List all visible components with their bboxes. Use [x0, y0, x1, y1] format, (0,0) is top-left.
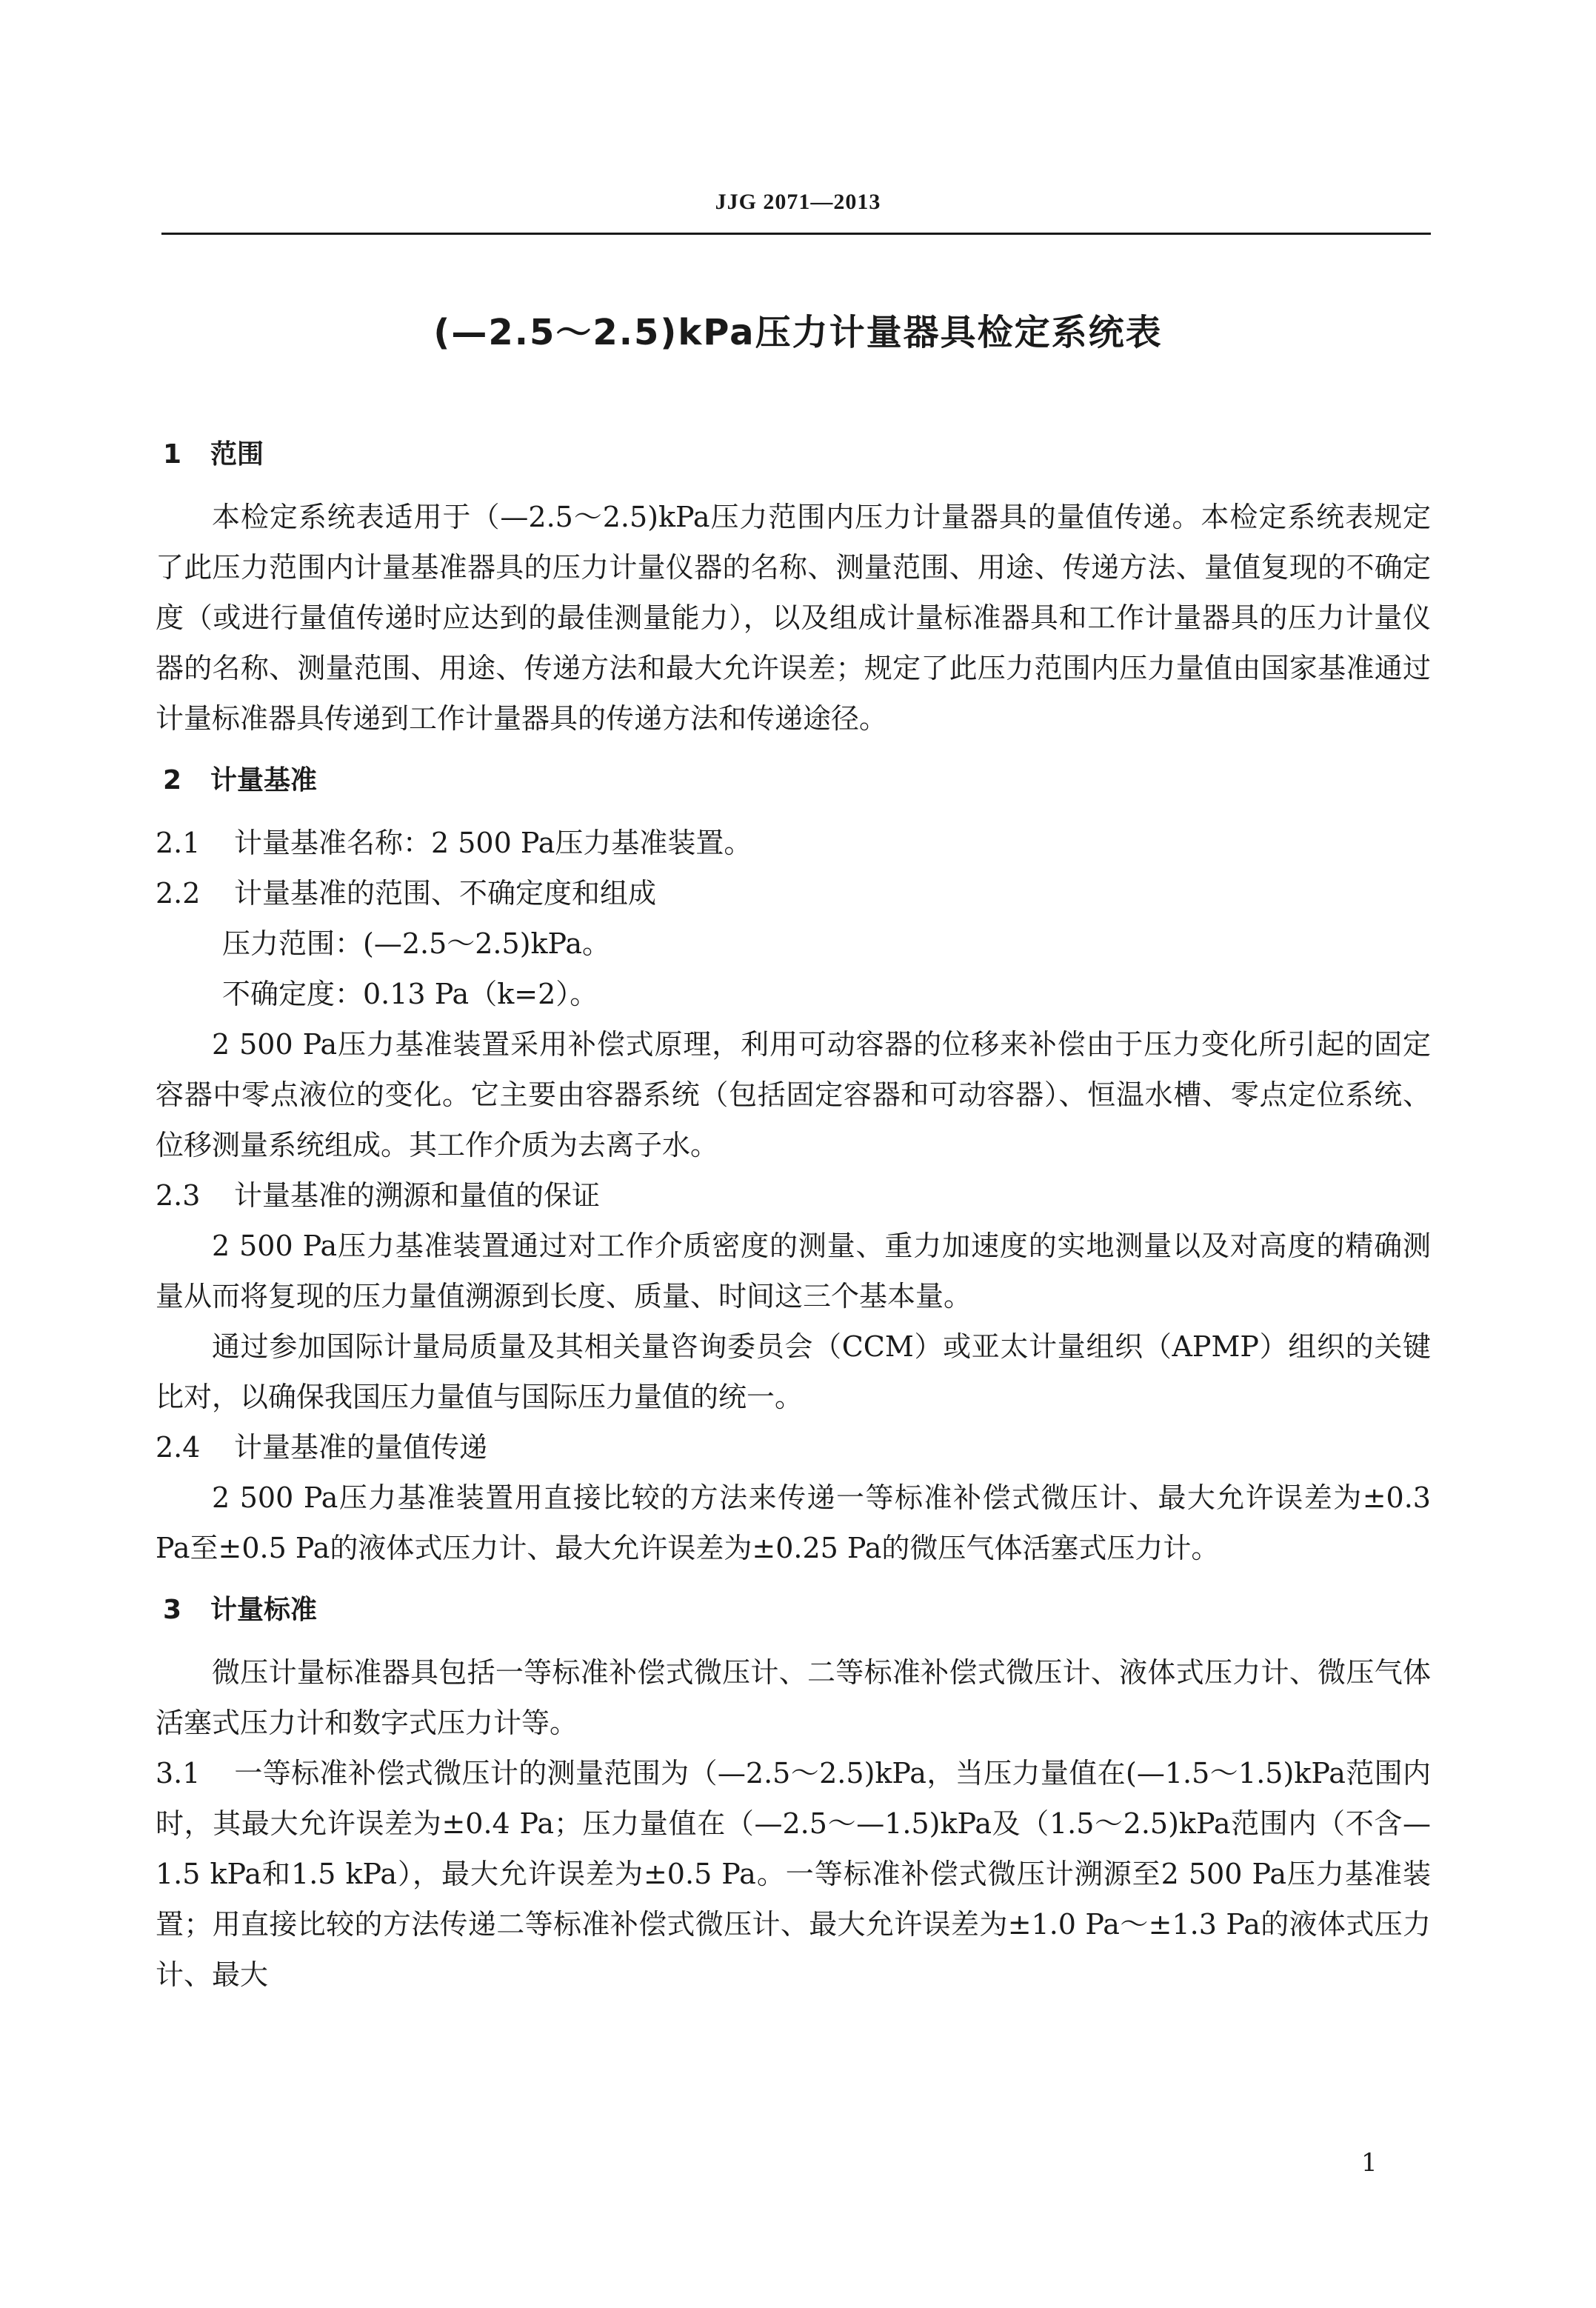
section-2-3-paragraph-2: 通过参加国际计量局质量及其相关量咨询委员会（CCM）或亚太计量组织（APMP）组织的关键比对，以确保我国压力量值与国际压力量值的统一。 [156, 1330, 1431, 1413]
subsection-2-1 [156, 818, 1431, 868]
document-body [156, 430, 1431, 2000]
subsection-2-3 [156, 1170, 1431, 1221]
section-3-heading [156, 1585, 1431, 1635]
subsection-number: 3.1 [156, 1757, 201, 1790]
section-2-2-paragraph: 2 500 Pa压力基准装置采用补偿式原理，利用可动容器的位移来补偿由于压力变化所引起的固定容器中零点液位的变化。它主要由容器系统（包括固定容器和可动容器）、恒温水槽、零点定位系统、位移测量系统组成。其工作介质为去离子水。 [156, 1028, 1431, 1161]
section-number: 3 [163, 1595, 182, 1625]
section-1-heading [156, 430, 1431, 480]
section-3-paragraph: 微压计量标准器具包括一等标准补偿式微压计、二等标准补偿式微压计、液体式压力计、微压气体活塞式压力计和数字式压力计等。 [156, 1656, 1431, 1739]
section-2-4-paragraph: 2 500 Pa压力基准装置用直接比较的方法来传递一等标准补偿式微压计、最大允许误差为±0.3 Pa至±0.5 Pa的液体式压力计、最大允许误差为±0.25 Pa的微压气体活塞式压力计。 [156, 1481, 1431, 1564]
page-number: 1 [1361, 2148, 1378, 2178]
subsection-text: 计量基准名称：2 500 Pa压力基准装置。 [234, 827, 752, 859]
subsection-2-2 [156, 868, 1431, 918]
section-2-heading [156, 756, 1431, 806]
uncertainty-line: 不确定度：0.13 Pa（k=2）。 [222, 978, 598, 1010]
subsection-number: 2.3 [156, 1179, 201, 1212]
subsection-number: 2.4 [156, 1431, 201, 1464]
header-divider [161, 233, 1431, 235]
subsection-number: 2.1 [156, 827, 201, 859]
subsection-text: 计量基准的量值传递 [234, 1431, 488, 1464]
document-title: (—2.5～2.5)kPa压力计量器具检定系统表 [433, 312, 1163, 353]
section-title: 计量标准 [210, 1595, 318, 1625]
section-title: 范围 [210, 439, 264, 470]
subsection-text: 计量基准的范围、不确定度和组成 [234, 877, 657, 910]
section-2-3-paragraph-1: 2 500 Pa压力基准装置通过对工作介质密度的测量、重力加速度的实地测量以及对高度的精确测量从而将复现的压力量值溯源到长度、质量、时间这三个基本量。 [156, 1230, 1431, 1313]
subsection-2-4 [156, 1422, 1431, 1472]
subsection-text: 一等标准补偿式微压计的测量范围为（—2.5～2.5)kPa，当压力量值在(—1.5～1.5)kPa范围内时，其最大允许误差为±0.4 Pa；压力量值在（—2.5～—1.5)kPa及（1.5～2.5)kPa范围内（不含—1.5 kPa和1.5 kPa），最大允许误差为±0.5 Pa。一等标准补偿式微压计溯源至2 500 Pa压力基准装置；用直接比较的方法传递二等标准补偿式微压计、最大允许误差为±1.0 Pa～±1.3 Pa的液体式压力计、最大 [156, 1757, 1431, 1991]
section-title: 计量基准 [210, 765, 318, 796]
subsection-text: 计量基准的溯源和量值的保证 [234, 1179, 601, 1212]
section-1-paragraph: 本检定系统表适用于（—2.5～2.5)kPa压力范围内压力计量器具的量值传递。本检定系统表规定了此压力范围内计量基准器具的压力计量仪器的名称、测量范围、用途、传递方法、量值复现的不确定度（或进行量值传递时应达到的最佳测量能力），以及组成计量标准器具和工作计量器具的压力计量仪器的名称、测量范围、用途、传递方法和最大允许误差；规定了此压力范围内压力量值由国家基准通过计量标准器具传递到工作计量器具的传递方法和传递途径。 [156, 501, 1431, 735]
subsection-3-1 [156, 1748, 1431, 2000]
section-number: 1 [163, 439, 182, 470]
standard-code: JJG 2071—2013 [715, 190, 881, 214]
pressure-range-line: 压力范围：(—2.5～2.5)kPa。 [222, 927, 611, 960]
section-number: 2 [163, 765, 182, 796]
subsection-number: 2.2 [156, 877, 201, 910]
